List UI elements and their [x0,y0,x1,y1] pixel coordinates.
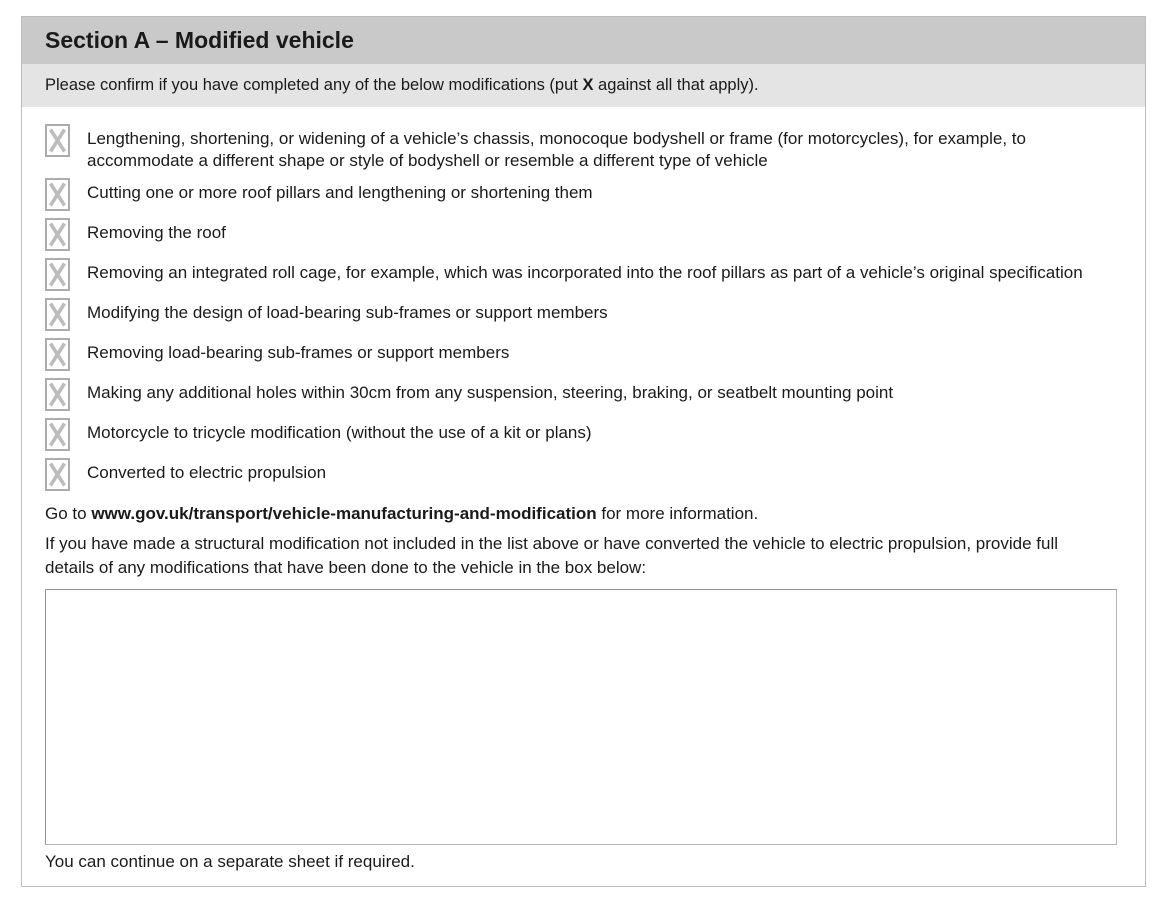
details-prompt: If you have made a structural modification not included in the list above or have converted the vehicle to electric propulsion, provide full details of any modifications that have been done to the vehicle in the box below: [45,534,1059,577]
x-mark-icon [49,128,66,153]
modification-checkbox[interactable] [45,258,70,291]
continuation-note: You can continue on a separate sheet if required. [45,852,415,871]
instruction-text-suffix: against all that apply). [593,76,759,94]
x-mark-icon [49,262,66,287]
modification-label: Cutting one or more roof pillars and lengthening or shortening them [87,183,593,202]
info-line [45,503,1117,525]
x-mark-icon [49,302,66,327]
modification-checkbox[interactable] [45,218,70,251]
checklist-row [45,298,1117,331]
modification-checkbox[interactable] [45,124,70,157]
modification-checkbox[interactable] [45,178,70,211]
checklist-row [45,218,1117,251]
x-mark-icon [49,382,66,407]
info-prefix: Go to [45,504,92,523]
modification-label: Making any additional holes within 30cm from any suspension, steering, braking, or seatbelt mounting point [87,383,894,402]
modification-checkbox[interactable] [45,458,70,491]
modification-label: Removing an integrated roll cage, for example, which was incorporated into the roof pillars as part of a vehicle’s original specification [87,263,1083,282]
instruction-bar [22,64,1145,107]
instruction-x-marker: X [582,76,594,94]
info-link: www.gov.uk/transport/vehicle-manufacturing-and-modification [91,504,597,523]
checklist-row [45,124,1117,171]
modification-checklist [45,124,1117,491]
checklist-row [45,458,1117,491]
modification-label: Lengthening, shortening, or widening of a vehicle’s chassis, monocoque bodyshell or frame (for motorcycles), for example, to accommodate a different shape or style of bodyshell or resemble a different type of vehicle [87,129,1026,170]
checklist-row [45,258,1117,291]
modification-label: Removing load-bearing sub-frames or support members [87,343,510,362]
info-suffix: for more information. [596,504,759,523]
x-mark-icon [49,222,66,247]
details-textarea[interactable] [45,589,1117,845]
instruction-text-prefix: Please confirm if you have completed any of the below modifications (put [45,76,583,94]
modification-checkbox[interactable] [45,338,70,371]
section-content [22,107,1145,886]
section-a-container [21,16,1146,887]
modification-checkbox[interactable] [45,418,70,451]
modification-label: Converted to electric propulsion [87,463,327,482]
checklist-row [45,378,1117,411]
modification-checkbox[interactable] [45,298,70,331]
modification-label: Removing the roof [87,223,226,242]
modification-label: Motorcycle to tricycle modification (without the use of a kit or plans) [87,423,592,442]
checklist-row [45,178,1117,211]
x-mark-icon [49,422,66,447]
checklist-row [45,338,1117,371]
modification-checkbox[interactable] [45,378,70,411]
checklist-row [45,418,1117,451]
modification-label: Modifying the design of load-bearing sub-frames or support members [87,303,608,322]
x-mark-icon [49,342,66,367]
section-title: Section A – Modified vehicle [22,17,1145,64]
x-mark-icon [49,462,66,487]
x-mark-icon [49,182,66,207]
